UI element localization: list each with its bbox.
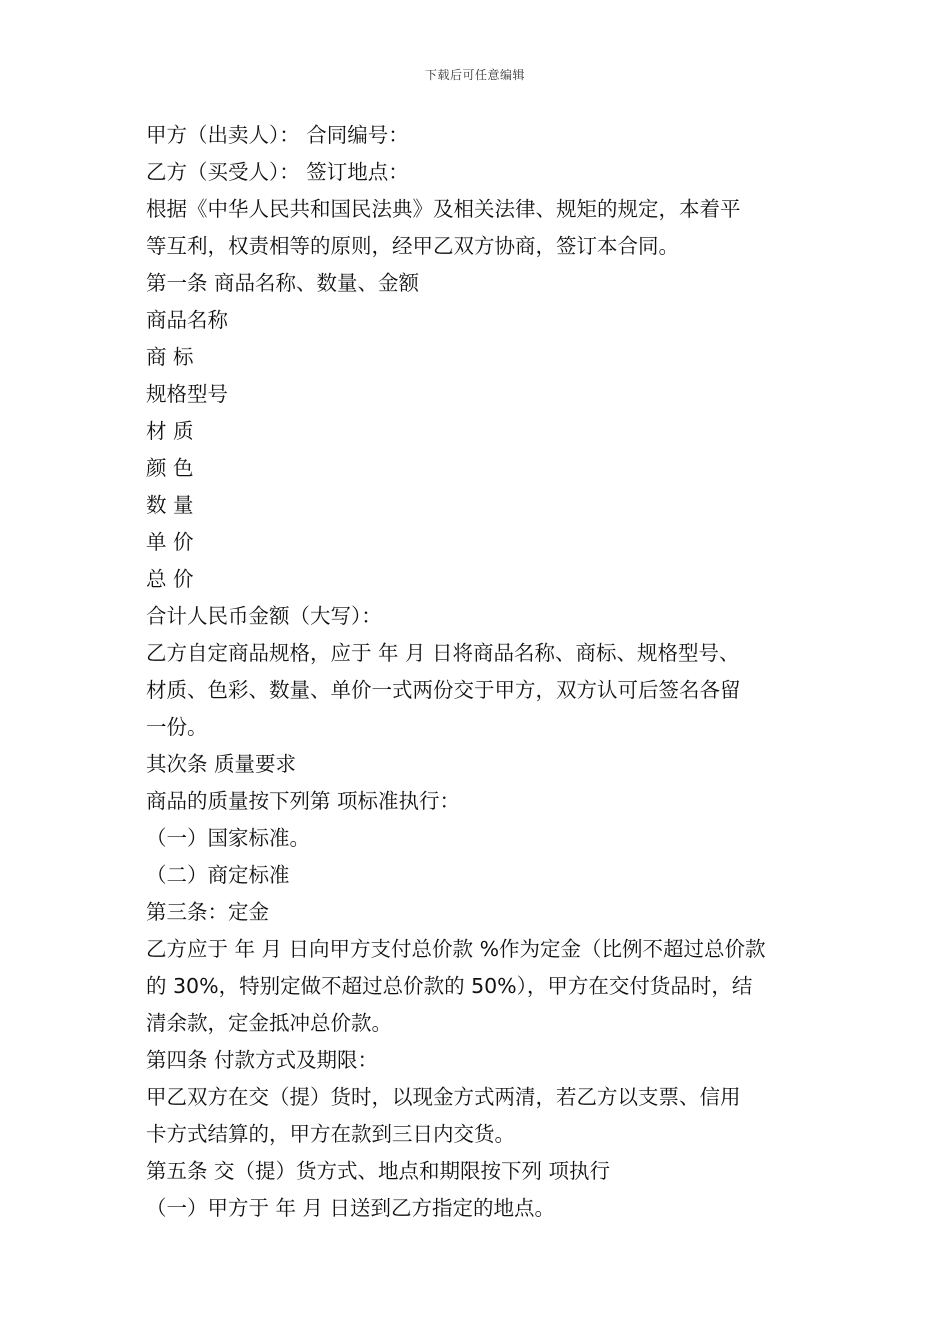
field-color: 颜 色 [146,456,194,480]
article-1-text-line-3: 一份。 [146,715,208,739]
field-quantity: 数 量 [146,493,194,517]
article-2-option-1: （一）国家标准。 [146,826,310,850]
field-unit-price: 单 价 [146,530,194,554]
article-1-heading: 第一条 商品名称、数量、金额 [146,271,420,295]
field-trademark: 商 标 [146,345,194,369]
article-3-text-line-3: 清余款，定金抵冲总价款。 [146,1011,392,1035]
article-5-option-1: （一）甲方于 年 月 日送到乙方指定的地点。 [146,1196,556,1220]
field-model: 规格型号 [146,382,228,406]
article-3-text-line-2: 的 30%，特别定做不超过总价款的 50%），甲方在交付货品时，结 [146,974,753,998]
field-total-amount: 合计人民币金额（大写）： [146,604,382,628]
article-4-heading: 第四条 付款方式及期限： [146,1048,379,1072]
field-total-price: 总 价 [146,567,194,591]
article-2-heading: 其次条 质量要求 [146,752,297,776]
article-5-heading: 第五条 交（提）货方式、地点和期限按下列 项执行 [146,1159,611,1183]
article-3-heading: 第三条：定金 [146,900,269,924]
article-2-option-2: （二）商定标准 [146,863,290,887]
field-product-name: 商品名称 [146,308,228,332]
page-header-caption: 下载后可任意编辑 [424,68,525,82]
preamble-line-2: 等互利，权责相等的原则，经甲乙双方协商，签订本合同。 [146,234,679,258]
contract-body [146,117,810,1227]
preamble-line-1: 根据《中华人民共和国民法典》及相关法律、规矩的规定，本着平 [146,197,741,221]
article-4-text-line-2: 卡方式结算的，甲方在款到三日内交货。 [146,1122,515,1146]
party-a-line: 甲方（出卖人）： 合同编号： [146,123,409,147]
field-material: 材 质 [146,419,194,443]
article-1-text-line-1: 乙方自定商品规格，应于 年 月 日将商品名称、商标、规格型号、 [146,641,740,665]
article-4-text-line-1: 甲乙双方在交（提）货时，以现金方式两清，若乙方以支票、信用 [146,1085,741,1109]
article-3-text-line-1: 乙方应于 年 月 日向甲方支付总价款 %作为定金（比例不超过总价款 [146,937,766,961]
article-2-text: 商品的质量按下列第 项标准执行： [146,789,461,813]
party-b-line: 乙方（买受人）： 签订地点： [146,160,409,184]
article-1-text-line-2: 材质、色彩、数量、单价一式两份交于甲方，双方认可后签名各留 [146,678,741,702]
